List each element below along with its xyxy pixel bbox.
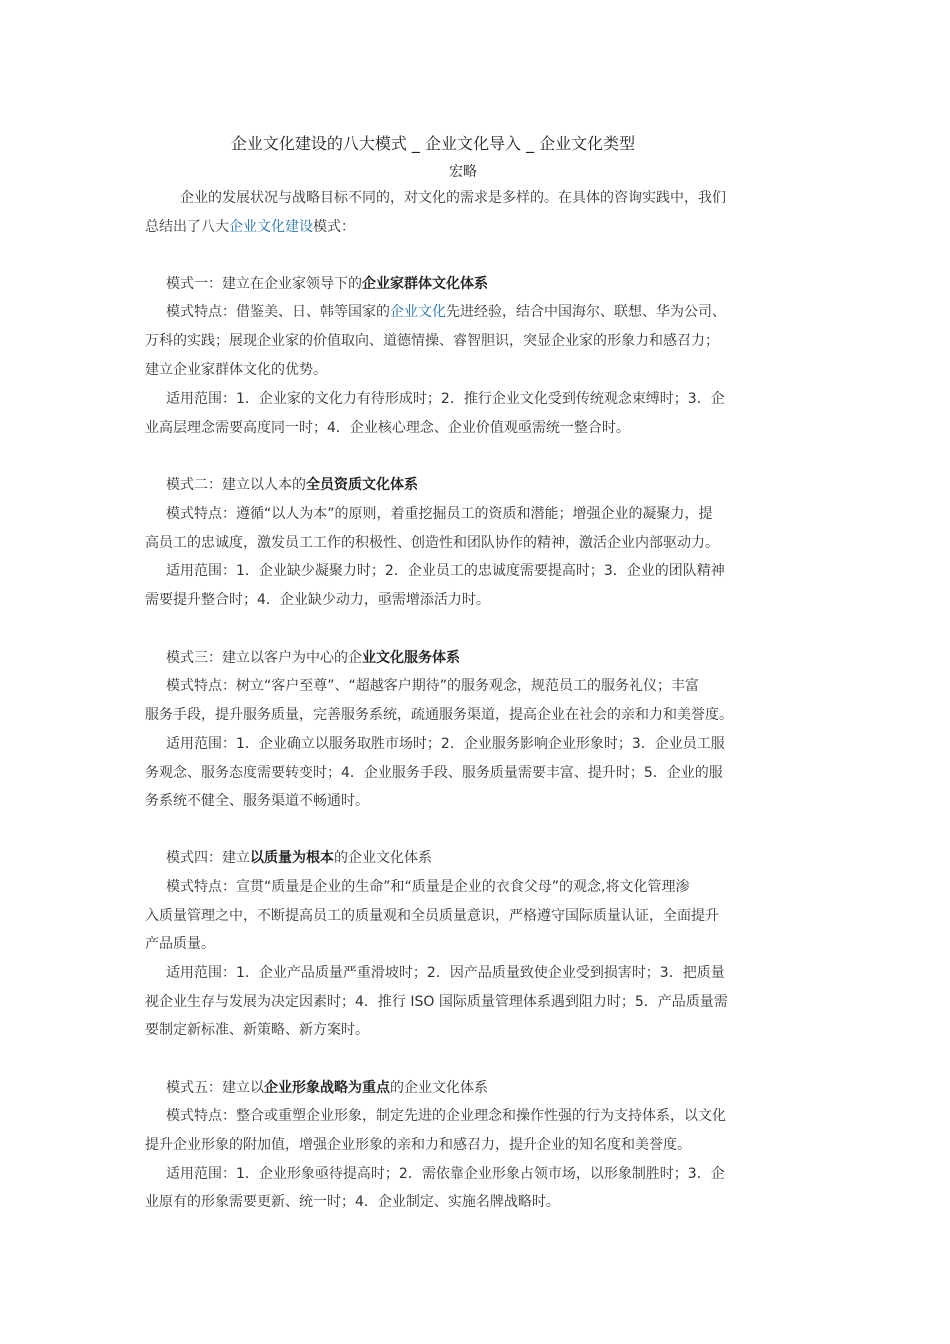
mode-1-heading bbox=[166, 274, 488, 294]
mode-2-features-line-2: 高员工的忠诚度，激发员工工作的积极性、创造性和团队协作的精神，激活企业内部驱动力。 bbox=[145, 535, 719, 551]
mode-5-scope-line-1: 适用范围：1．企业形象亟待提高时；2．需依靠企业形象占领市场，以形象制胜时；3．企 bbox=[166, 1166, 725, 1182]
mode-4-scope-line-2: 视企业生存与发展为决定因素时；4．推行 ISO 国际质量管理体系遇到阻力时；5．产品质量需 bbox=[145, 994, 728, 1010]
mode-4-features-line-3: 产品质量。 bbox=[145, 936, 215, 952]
mode-2-features-line-1: 模式特点：遵循“以人为本”的原则，着重挖掘员工的资质和潜能；增强企业的凝聚力，提 bbox=[166, 506, 713, 522]
document-title: 企业文化建设的八大模式 _ 企业文化导入 _ 企业文化类型 bbox=[230, 134, 636, 153]
mode-3-scope-line-2: 务观念、服务态度需要转变时；4．企业服务手段、服务质量需要丰富、提升时；5．企业的服 bbox=[145, 765, 723, 781]
mode-4-heading bbox=[166, 848, 432, 868]
mode-heading-text: 模式三：建立以客户为中心的企 bbox=[166, 650, 362, 666]
mode-5-features-line-2: 提升企业形象的附加值，增强企业形象的亲和力和感召力，提升企业的知名度和美誉度。 bbox=[145, 1137, 691, 1153]
mode-4-features-line-2: 入质量管理之中，不断提高员工的质量观和全员质量意识，严格遵守国际质量认证，全面提升 bbox=[145, 908, 719, 924]
intro-line-1: 企业的发展状况与战略目标不同的，对文化的需求是多样的。在具体的咨询实践中，我们 bbox=[180, 190, 726, 206]
mode-1-features-line-1 bbox=[166, 302, 726, 322]
mode-3-heading bbox=[166, 648, 460, 668]
mode-heading-tail: 的企业文化体系 bbox=[390, 1080, 488, 1096]
intro-text-end: 模式： bbox=[313, 219, 355, 235]
mode-3-features-line-2: 服务手段，提升服务质量，完善服务系统，疏通服务渠道，提高企业在社会的亲和力和美誉度。 bbox=[145, 707, 733, 723]
mode-4-scope-line-3: 要制定新标准、新策略、新方案时。 bbox=[145, 1022, 369, 1038]
mode-heading-bold: 全员资质文化体系 bbox=[306, 477, 418, 493]
intro-text: 总结出了八大 bbox=[145, 219, 229, 235]
mode-5-scope-line-2: 业原有的形象需要更新、统一时；4．企业制定、实施名牌战略时。 bbox=[145, 1194, 560, 1210]
mode-3-scope-line-1: 适用范围：1．企业确立以服务取胜市场时；2．企业服务影响企业形象时；3．企业员工服 bbox=[166, 736, 725, 752]
features-text-end: 先进经验，结合中国海尔、联想、华为公司、 bbox=[446, 304, 726, 320]
mode-heading-bold: 企业形象战略为重点 bbox=[264, 1080, 390, 1096]
mode-heading-bold: 业文化服务体系 bbox=[362, 650, 460, 666]
mode-heading-bold: 企业家群体文化体系 bbox=[362, 276, 488, 292]
mode-4-scope-line-1: 适用范围：1．企业产品质量严重滑坡时；2．因产品质量致使企业受到损害时；3．把质量 bbox=[166, 965, 725, 981]
mode-5-features-line-1: 模式特点：整合或重塑企业形象，制定先进的企业理念和操作性强的行为支持体系，以文化 bbox=[166, 1108, 726, 1124]
corporate-culture-link[interactable]: 企业文化 bbox=[390, 304, 446, 320]
mode-2-scope-line-2: 需要提升整合时；4．企业缺少动力，亟需增添活力时。 bbox=[145, 592, 490, 608]
intro-line-2 bbox=[145, 217, 355, 237]
mode-1-features-line-3: 建立企业家群体文化的优势。 bbox=[145, 362, 327, 378]
mode-heading-text: 模式五：建立以 bbox=[166, 1080, 264, 1096]
document-author: 宏略 bbox=[449, 164, 477, 180]
mode-heading-bold: 以质量为根本 bbox=[250, 850, 334, 866]
mode-1-scope-line-1: 适用范围：1．企业家的文化力有待形成时；2．推行企业文化受到传统观念束缚时；3．企 bbox=[166, 391, 725, 407]
mode-heading-text: 模式二：建立以人本的 bbox=[166, 477, 306, 493]
mode-3-scope-line-3: 务系统不健全、服务渠道不畅通时。 bbox=[145, 793, 369, 809]
mode-5-heading bbox=[166, 1078, 488, 1098]
mode-heading-text: 模式一：建立在企业家领导下的 bbox=[166, 276, 362, 292]
mode-2-heading bbox=[166, 475, 418, 495]
mode-3-features-line-1: 模式特点：树立“客户至尊”、“超越客户期待”的服务观念，规范员工的服务礼仪；丰富 bbox=[166, 678, 700, 694]
corporate-culture-building-link[interactable]: 企业文化建设 bbox=[229, 219, 313, 235]
mode-heading-text: 模式四：建立 bbox=[166, 850, 250, 866]
mode-2-scope-line-1: 适用范围：1．企业缺少凝聚力时；2．企业员工的忠诚度需要提高时；3．企业的团队精神 bbox=[166, 563, 725, 579]
mode-1-scope-line-2: 业高层理念需要高度同一时；4．企业核心理念、企业价值观亟需统一整合时。 bbox=[145, 420, 630, 436]
mode-4-features-line-1: 模式特点：宣贯“质量是企业的生命”和“质量是企业的衣食父母”的观念,将文化管理渗 bbox=[166, 879, 690, 895]
features-text: 模式特点：借鉴美、日、韩等国家的 bbox=[166, 304, 390, 320]
mode-heading-tail: 的企业文化体系 bbox=[334, 850, 432, 866]
mode-1-features-line-2: 万科的实践；展现企业家的价值取向、道德情操、睿智胆识，突显企业家的形象力和感召力； bbox=[145, 333, 719, 349]
